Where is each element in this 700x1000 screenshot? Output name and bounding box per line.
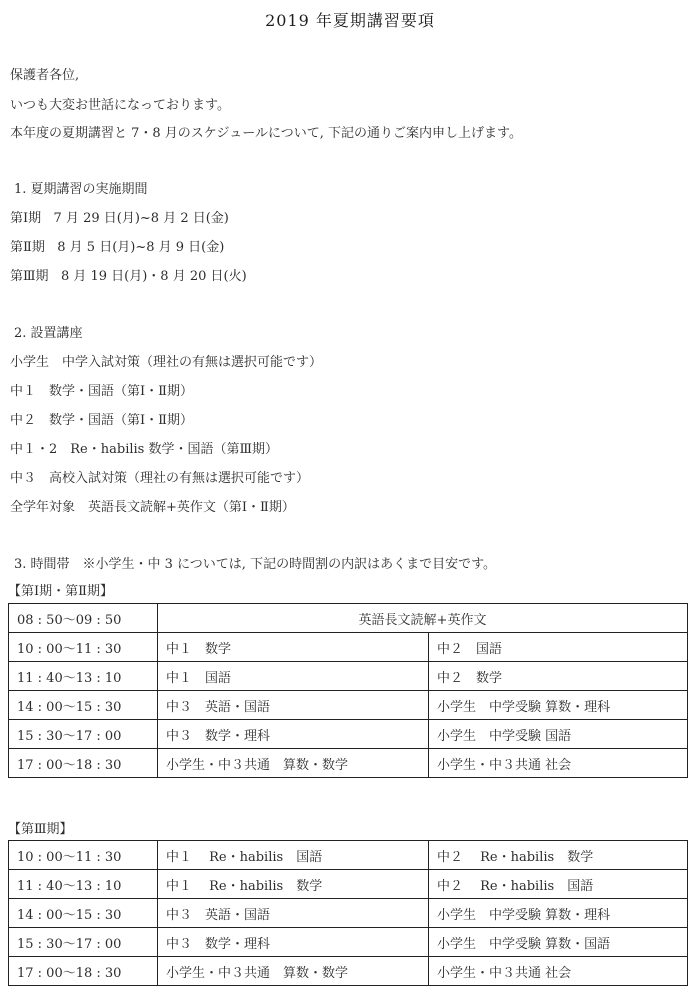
course-item: 小学生 中学入試対策（理社の有無は選択可能です） [10, 355, 323, 370]
subject-cell: 中２ Re・habilis 数学 [429, 841, 688, 870]
subject-cell: 英語長文読解+英作文 [158, 604, 688, 633]
section1-heading: 1. 夏期講習の実施期間 [14, 182, 148, 197]
table-row [9, 720, 688, 749]
time-cell: 17 : 00〜18 : 30 [9, 957, 158, 986]
table-row [9, 899, 688, 928]
period-dates: 7 月 29 日(月)~8 月 2 日(金) [53, 211, 229, 226]
document-title: 2019 年夏期講習要項 [265, 11, 435, 30]
subject-cell: 中３ 数学・理科 [158, 928, 429, 957]
time-cell: 15 : 30〜17 : 00 [9, 928, 158, 957]
course-item: 中３ 高校入試対策（理社の有無は選択可能です） [10, 471, 310, 486]
time-cell: 17 : 00〜18 : 30 [9, 749, 158, 778]
subject-cell: 小学生・中３共通 社会 [429, 957, 688, 986]
subject-cell: 中１ 国語 [158, 662, 429, 691]
subject-cell: 小学生・中３共通 社会 [429, 749, 688, 778]
subject-cell: 中３ 英語・国語 [158, 691, 429, 720]
period-dates: 8 月 19 日(月)・8 月 20 日(火) [60, 269, 247, 284]
subject-cell: 小学生 中学受験 算数・理科 [429, 899, 688, 928]
subject-cell: 中１ Re・habilis 数学 [158, 870, 429, 899]
subject-cell: 中２ 国語 [429, 633, 688, 662]
subject-cell: 中２ Re・habilis 国語 [429, 870, 688, 899]
time-cell: 14 : 00〜15 : 30 [9, 899, 158, 928]
course-item: 全学年対象 英語長文読解+英作文（第Ⅰ・Ⅱ期） [10, 500, 295, 515]
section2-heading: 2. 設置講座 [14, 326, 83, 341]
course-item: 中１・2 Re・habilis 数学・国語（第Ⅲ期） [10, 442, 279, 457]
time-cell: 11 : 40〜13 : 10 [9, 870, 158, 899]
period-label: 第Ⅰ期 [10, 211, 42, 226]
period-dates: 8 月 5 日(月)~8 月 9 日(金) [57, 240, 225, 255]
table-row [9, 749, 688, 778]
time-cell: 10 : 00〜11 : 30 [9, 633, 158, 662]
schedule-table-period-3 [8, 840, 688, 986]
salutation: 保護者各位, [10, 68, 80, 83]
greeting-line-1: いつも大変お世話になっております。 [10, 98, 230, 113]
period-1 [10, 207, 229, 226]
subject-cell: 小学生 中学受験 算数・国語 [429, 928, 688, 957]
table-row [9, 928, 688, 957]
table1-label: 【第Ⅰ期・第Ⅱ期】 [8, 584, 113, 599]
table2-label: 【第Ⅲ期】 [8, 822, 73, 837]
section3-heading: 3. 時間帯 ※小学生・中 3 については, 下記の時間割の内訳はあくまで目安です。 [14, 557, 497, 572]
subject-cell: 小学生・中３共通 算数・数学 [158, 749, 429, 778]
time-cell: 14 : 00〜15 : 30 [9, 691, 158, 720]
subject-cell: 中１ 数学 [158, 633, 429, 662]
subject-cell: 中１ Re・habilis 国語 [158, 841, 429, 870]
schedule-table-period-1-2 [8, 603, 688, 778]
time-cell: 11 : 40〜13 : 10 [9, 662, 158, 691]
subject-cell: 中３ 英語・国語 [158, 899, 429, 928]
course-item: 中２ 数学・国語（第Ⅰ・Ⅱ期） [10, 413, 193, 428]
subject-cell: 中２ 数学 [429, 662, 688, 691]
subject-cell: 小学生 中学受験 算数・理科 [429, 691, 688, 720]
subject-cell: 中３ 数学・理科 [158, 720, 429, 749]
table-row [9, 870, 688, 899]
table-row [9, 691, 688, 720]
time-cell: 15 : 30〜17 : 00 [9, 720, 158, 749]
time-cell: 08 : 50〜09 : 50 [9, 604, 158, 633]
table-row [9, 662, 688, 691]
table-row [9, 841, 688, 870]
table-row [9, 633, 688, 662]
subject-cell: 小学生 中学受験 国語 [429, 720, 688, 749]
period-label: 第Ⅱ期 [10, 240, 45, 255]
period-label: 第Ⅲ期 [10, 269, 49, 284]
table-row [9, 957, 688, 986]
time-cell: 10 : 00〜11 : 30 [9, 841, 158, 870]
greeting-line-2: 本年度の夏期講習と 7・8 月のスケジュールについて, 下記の通りご案内申し上げます。 [10, 126, 522, 141]
course-item: 中１ 数学・国語（第Ⅰ・Ⅱ期） [10, 384, 193, 399]
table-row [9, 604, 688, 633]
subject-cell: 小学生・中３共通 算数・数学 [158, 957, 429, 986]
period-3 [10, 265, 247, 284]
period-2 [10, 236, 224, 255]
